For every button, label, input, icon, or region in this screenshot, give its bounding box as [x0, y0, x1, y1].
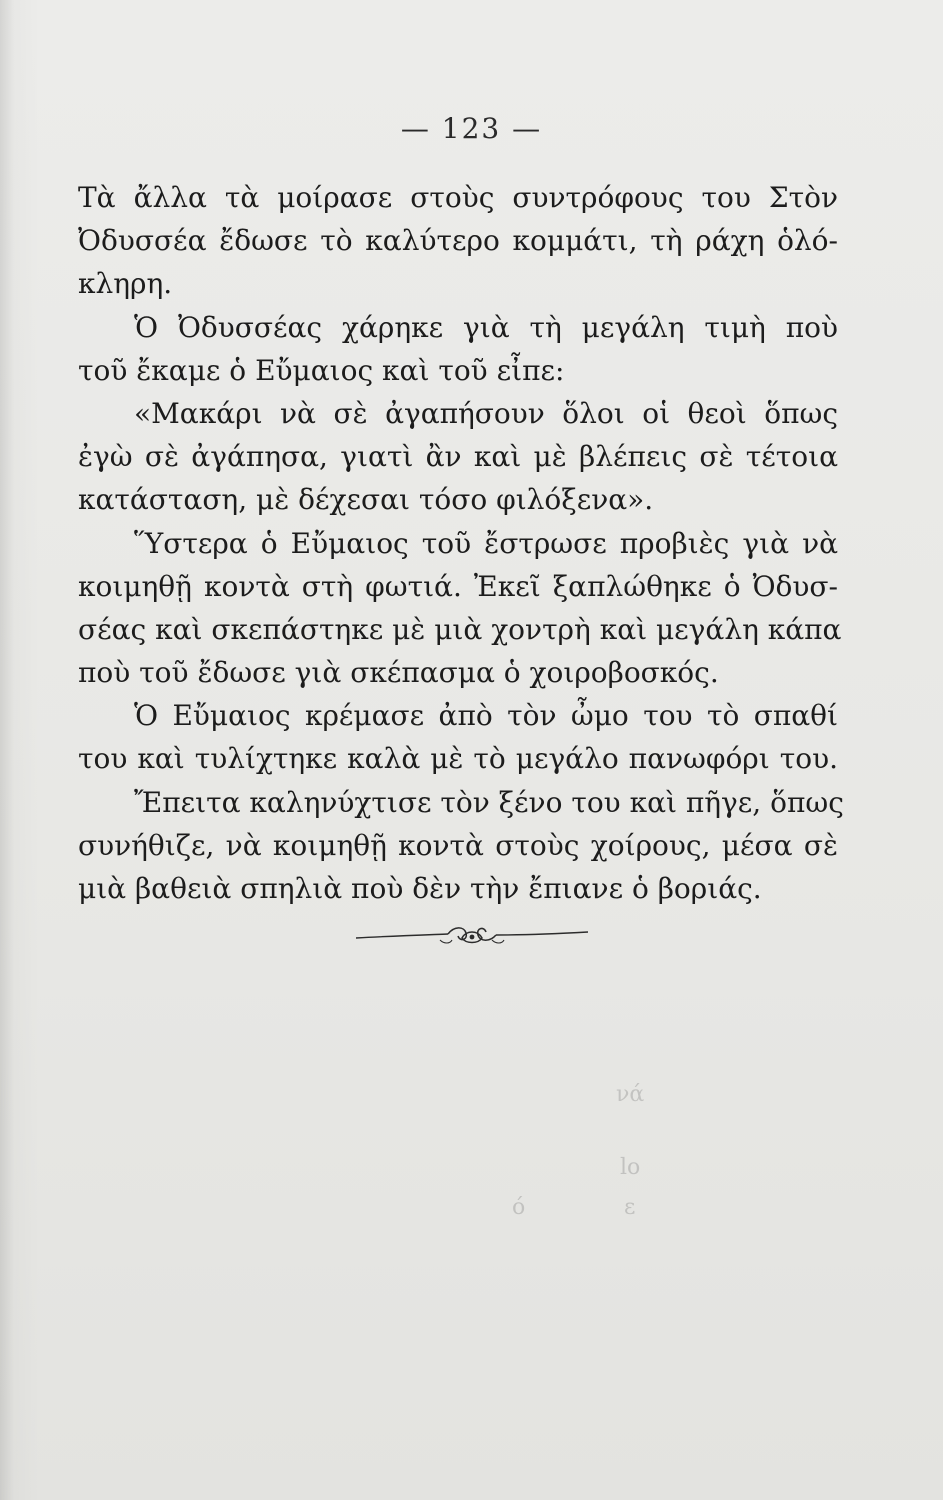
text-line: του καὶ τυλίχτηκε καλὰ μὲ τὸ μεγάλο πανωφόρι του. — [78, 742, 838, 776]
text-line: σέας καὶ σκεπάστηκε μὲ μιὰ χοντρὴ καὶ μεγάλη κάπα — [78, 612, 842, 646]
text-line: ποὺ τοῦ ἔδωσε γιὰ σκέπασμα ὁ χοιροβοσκός. — [78, 656, 719, 690]
text-line: «Μακάρι νὰ σὲ ἀγαπήσουν ὅλοι οἱ θεοὶ ὅπως — [134, 396, 838, 430]
body-text — [78, 176, 844, 910]
text-line: συνήθιζε, νὰ κοιμηθῇ κοντὰ στοὺς χοίρους, μέσα σὲ — [78, 828, 838, 862]
show-through-mark: ε — [624, 1195, 636, 1220]
text-line: μιὰ βαθειὰ σπηλιὰ ποὺ δὲν τὴν ἔπιανε ὁ βοριάς. — [78, 872, 762, 905]
end-ornament-icon — [352, 918, 592, 954]
text-line: τοῦ ἔκαμε ὁ Εὔμαιος καὶ τοῦ εἶπε: — [78, 353, 565, 387]
text-line: κοιμηθῇ κοντὰ στὴ φωτιά. Ἐκεῖ ξαπλώθηκε ὁ Ὀδυσ- — [78, 569, 838, 603]
text-line: Τὰ ἄλλα τὰ μοίρασε στοὺς συντρόφους του Στὸν — [78, 181, 838, 214]
text-line: Ὁ Ὀδυσσέας χάρηκε γιὰ τὴ μεγάλη τιμὴ ποὺ — [134, 310, 838, 344]
text-line: ἐγὼ σὲ ἀγάπησα, γιατὶ ἂν καὶ μὲ βλέπεις σὲ τέτοια — [78, 440, 838, 474]
text-line: Ὁ Εὔμαιος κρέμασε ἀπὸ τὸν ὦμο του τὸ σπαθί — [134, 699, 838, 733]
show-through-mark: ό — [512, 1195, 526, 1220]
text-line: Ὀδυσσέα ἔδωσε τὸ καλύτερο κομμάτι, τὴ ράχη ὁλό- — [78, 224, 838, 258]
text-line: κληρη. — [78, 267, 173, 301]
text-line: Ἔπειτα καληνύχτισε τὸν ξένο του καὶ πῆγε, ὅπως — [134, 785, 844, 819]
show-through-mark: νά — [616, 1082, 645, 1107]
show-through-mark: lo — [620, 1155, 641, 1180]
text-line: κατάσταση, μὲ δέχεσαι τόσο φιλόξενα». — [78, 483, 654, 517]
text-line: Ὕστερα ὁ Εὔμαιος τοῦ ἔστρωσε προβιὲς γιὰ νὰ — [134, 526, 838, 560]
page-number: — 123 — — [400, 112, 543, 145]
